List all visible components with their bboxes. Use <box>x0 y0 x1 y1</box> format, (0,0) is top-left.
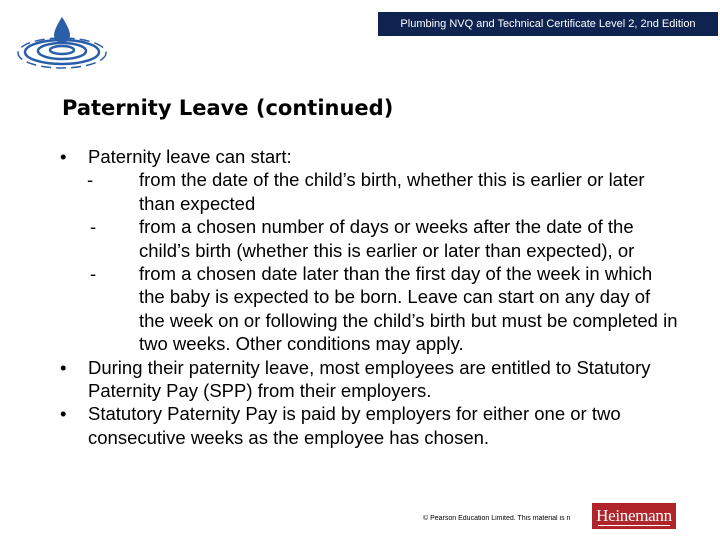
sub-item <box>60 168 680 215</box>
bullet-text: During their paternity leave, most employees are entitled to Statutory Paternity Pay (SPP) from their employers. <box>88 356 651 402</box>
sub-item-marker: - <box>90 216 97 238</box>
bullet-item <box>60 402 680 449</box>
sub-item <box>60 262 680 356</box>
bullet-text: Statutory Paternity Pay is paid by employers for either one or two consecutive weeks as the employee has chosen. <box>88 403 621 448</box>
sub-item-text: from a chosen date later than the first day of the week in which the baby is expected to be born. Leave can start on any day of the week on or following the child’s birth but must be completed in two weeks. Other conditions may apply. <box>139 263 678 355</box>
sub-item-marker: - <box>90 263 97 285</box>
edition-banner: Plumbing NVQ and Technical Certificate Level 2, 2nd Edition <box>378 12 718 36</box>
bullet-marker: • <box>60 146 67 167</box>
bullet-item <box>60 356 680 403</box>
sub-item <box>60 215 680 262</box>
slide-body <box>60 145 680 449</box>
sub-item-text: from a chosen number of days or weeks after the date of the child’s birth (whether this is earlier or later than expected), or <box>139 216 635 261</box>
copyright-notice: © Pearson Education Limited. This material is n <box>423 515 571 522</box>
bullet-marker: • <box>60 403 67 425</box>
bullet-item <box>60 145 680 168</box>
water-drop-logo-icon <box>16 14 108 70</box>
bullet-marker: • <box>60 356 67 378</box>
sub-item-marker: - <box>87 169 94 191</box>
sub-item-text: from the date of the child’s birth, whether this is earlier or later than expected <box>139 169 645 214</box>
page-title: Paternity Leave (continued) <box>62 96 394 120</box>
bullet-text: Paternity leave can start: <box>88 146 292 167</box>
publisher-logo: Heinemann <box>592 503 676 529</box>
